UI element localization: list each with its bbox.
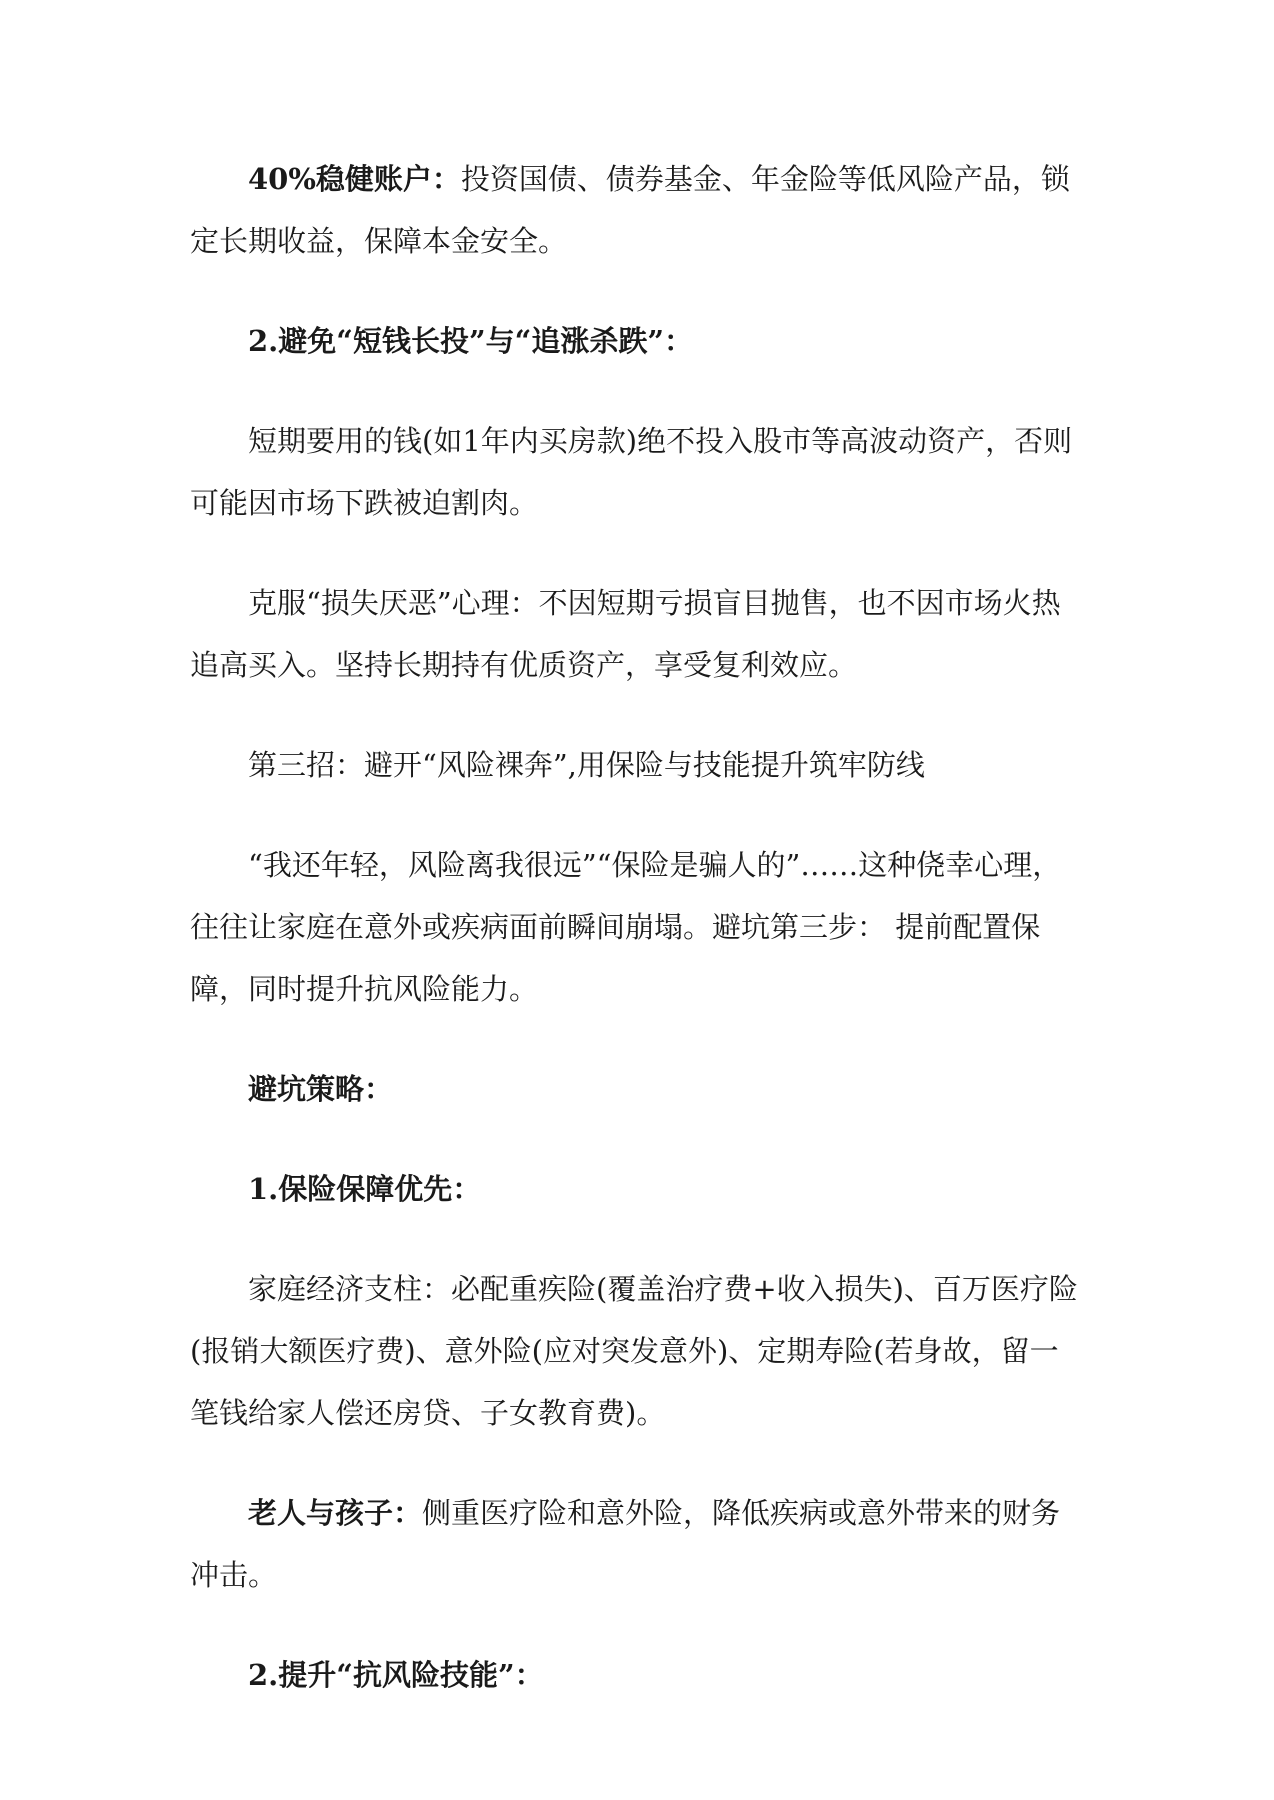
paragraph-elderly-children	[190, 1482, 1084, 1606]
paragraph-risk-mindset: “我还年轻，风险离我很远”“保险是骗人的”……这种侥幸心理，往往让家庭在意外或疾病面前瞬间崩塌。避坑第三步： 提前配置保障，同时提升抗风险能力。	[190, 848, 1062, 1006]
paragraph-loss-aversion: 克服“损失厌恶”心理：不因短期亏损盲目抛售，也不因市场火热追高买入。坚持长期持有优质资产，享受复利效应。	[190, 586, 1061, 682]
paragraph-third-tip: 第三招：避开“风险裸奔”,用保险与技能提升筑牢防线	[248, 748, 925, 782]
heading-insurance-first: 1.保险保障优先：	[248, 1172, 482, 1206]
heading-strategy: 避坑策略：	[248, 1072, 394, 1106]
paragraph-text: 投资国债、债券基金、年金险等低风险产品，锁定长期收益，保障本金安全。	[190, 162, 1070, 258]
paragraph-short-term-money: 短期要用的钱(如1年内买房款)绝不投入股市等高波动资产，否则可能因市场下跌被迫割肉。	[190, 424, 1073, 520]
paragraph-stable-account	[190, 148, 1084, 272]
paragraph-family-pillar: 家庭经济支柱：必配重疾险(覆盖治疗费+收入损失)、百万医疗险(报销大额医疗费)、意外险(应对突发意外)、定期寿险(若身故，留一笔钱给家人偿还房贷、子女教育费)。	[190, 1272, 1078, 1430]
paragraph-lead: 40%稳健账户：	[248, 162, 461, 196]
heading-avoid-short-money: 2.避免“短钱长投”与“追涨杀跌”：	[248, 324, 693, 358]
paragraph-text: 侧重医疗险和意外险，降低疾病或意外带来的财务冲击。	[190, 1496, 1061, 1592]
heading-risk-skills: 2.提升“抗风险技能”：	[248, 1658, 544, 1692]
paragraph-lead: 老人与孩子：	[248, 1496, 423, 1530]
